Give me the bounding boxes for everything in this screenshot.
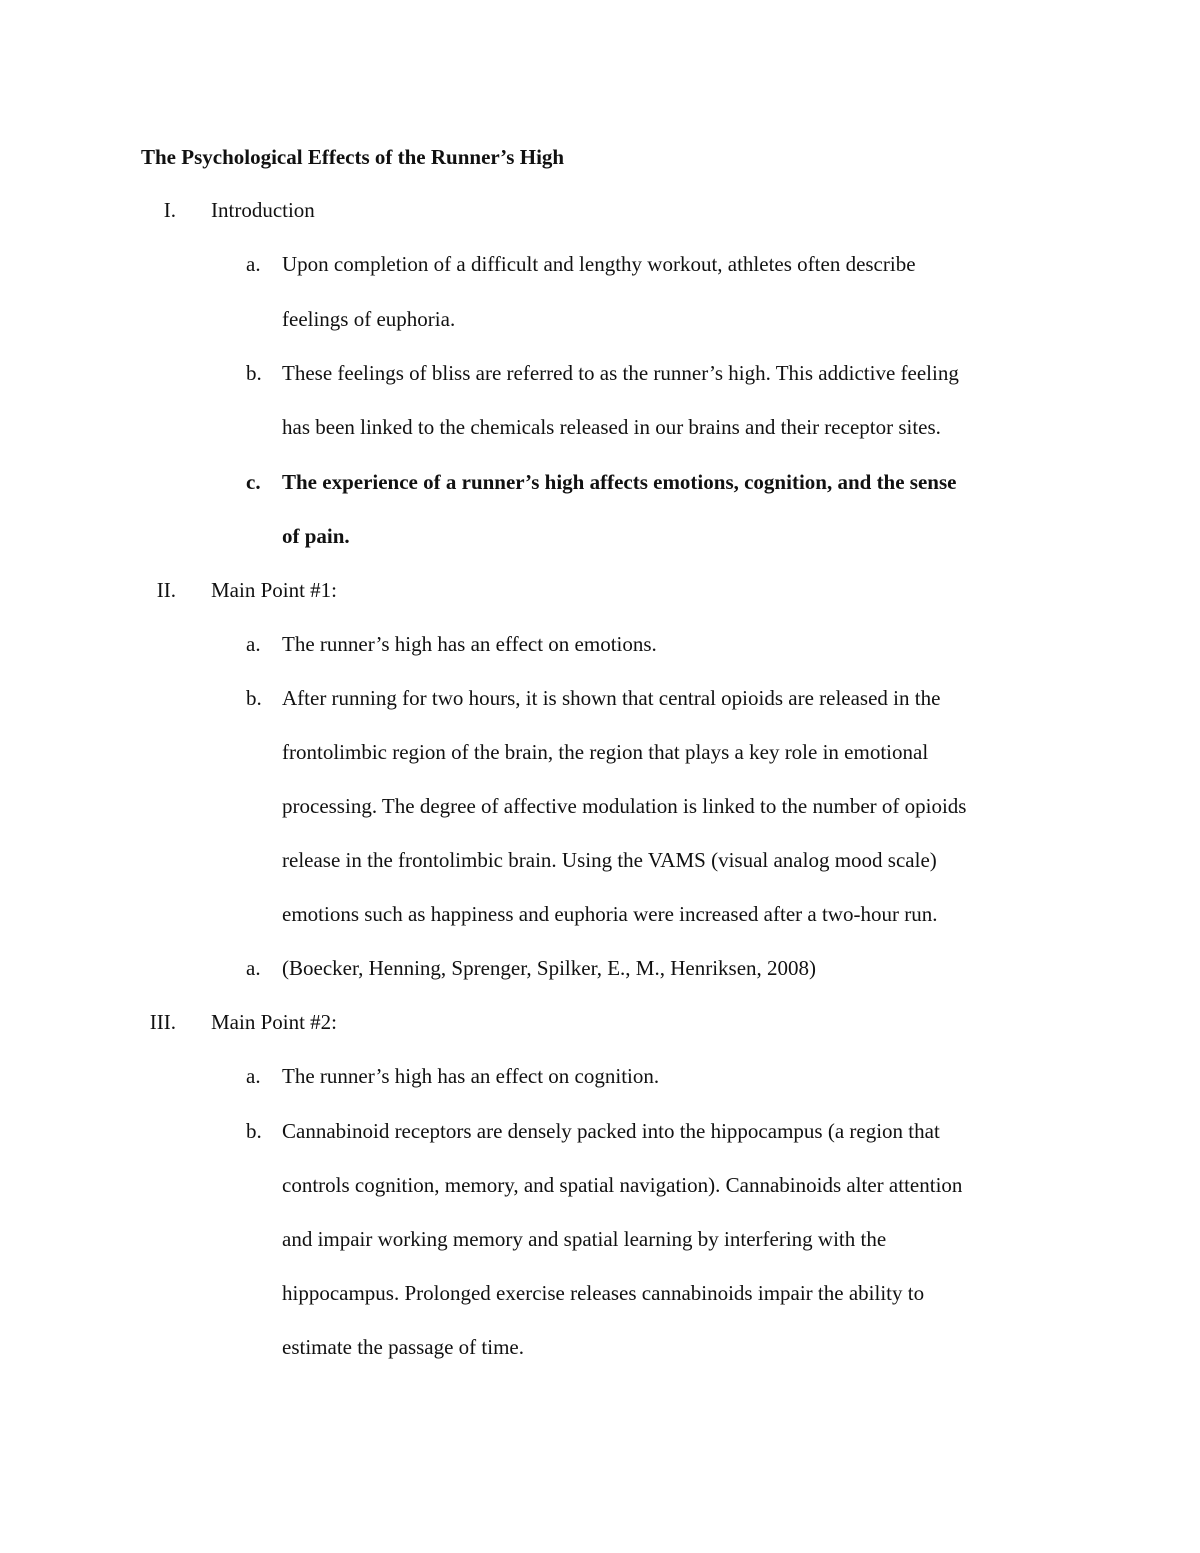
item-marker: a.: [246, 632, 261, 656]
item-line: controls cognition, memory, and spatial navigation). Cannabinoids alter attention: [282, 1173, 963, 1197]
citation-line: (Boecker, Henning, Sprenger, Spilker, E., M., Henriksen, 2008): [282, 956, 817, 980]
thesis-line: of pain.: [282, 524, 350, 548]
item-marker: a.: [246, 252, 261, 276]
item-line: emotions such as happiness and euphoria were increased after a two-hour run.: [282, 902, 938, 926]
item-line: Upon completion of a difficult and lengthy workout, athletes often describe: [282, 252, 916, 276]
item-line: release in the frontolimbic brain. Using the VAMS (visual analog mood scale): [282, 848, 937, 872]
section-numeral: I.: [163, 198, 176, 222]
document-title: The Psychological Effects of the Runner’s High: [141, 145, 565, 169]
section-numeral: II.: [156, 578, 176, 602]
item-line: The runner’s high has an effect on emotions.: [282, 632, 657, 656]
item-line: estimate the passage of time.: [282, 1335, 525, 1359]
item-line: Cannabinoid receptors are densely packed into the hippocampus (a region that: [282, 1119, 940, 1143]
item-line: and impair working memory and spatial learning by interfering with the: [282, 1227, 887, 1251]
section-heading: Introduction: [211, 198, 315, 222]
item-line: processing. The degree of affective modulation is linked to the number of opioids: [282, 794, 967, 818]
item-line: has been linked to the chemicals released in our brains and their receptor sites.: [282, 415, 941, 439]
section-heading: Main Point #2:: [211, 1010, 338, 1034]
section-heading: Main Point #1:: [211, 578, 338, 602]
section-numeral: III.: [149, 1010, 176, 1034]
item-line: frontolimbic region of the brain, the region that plays a key role in emotional: [282, 740, 929, 764]
item-line: After running for two hours, it is shown that central opioids are released in the: [282, 686, 941, 710]
item-marker: a.: [246, 1064, 261, 1088]
item-line: feelings of euphoria.: [282, 307, 456, 331]
item-marker: c.: [246, 470, 261, 494]
item-marker: a.: [246, 956, 261, 980]
item-marker: b.: [246, 686, 262, 710]
item-marker: b.: [246, 1119, 262, 1143]
thesis-line: The experience of a runner’s high affects emotions, cognition, and the sense: [282, 470, 957, 494]
item-line: The runner’s high has an effect on cognition.: [282, 1064, 660, 1088]
item-line: hippocampus. Prolonged exercise releases cannabinoids impair the ability to: [282, 1281, 925, 1305]
item-line: These feelings of bliss are referred to as the runner’s high. This addictive feeling: [282, 361, 959, 385]
item-marker: b.: [246, 361, 262, 385]
